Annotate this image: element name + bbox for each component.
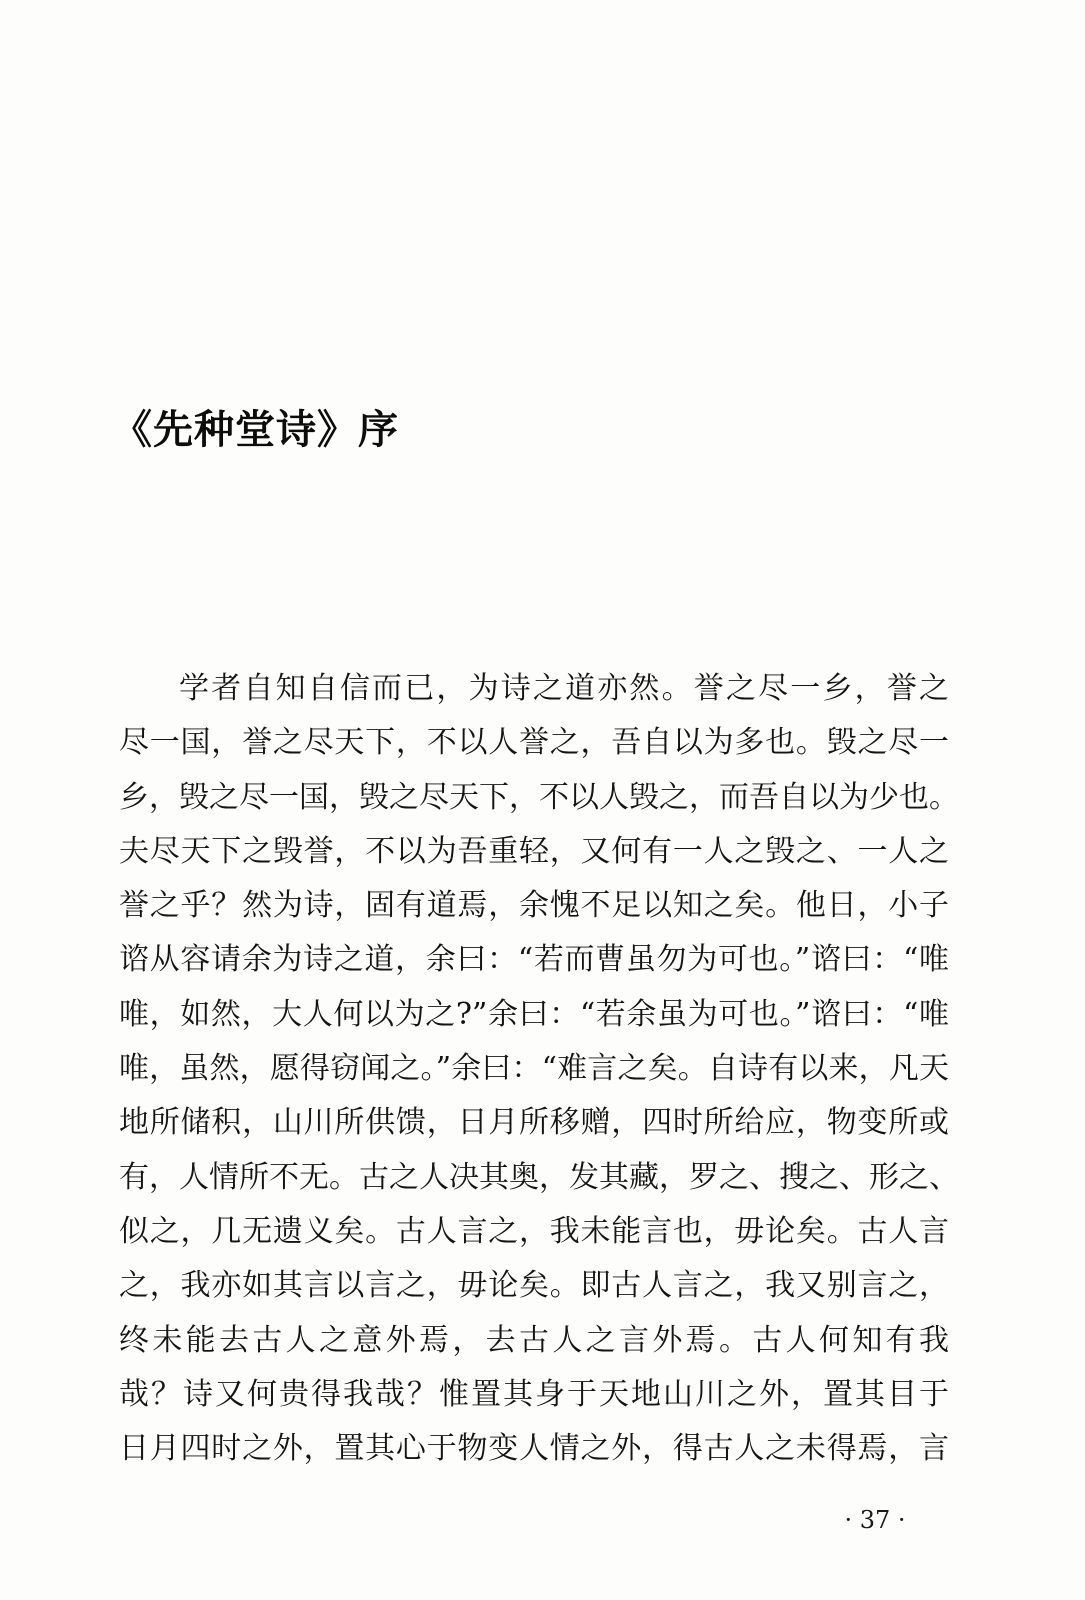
- text-line: 哉？诗又何贵得我哉？惟置其身于天地山川之外，置其目于: [119, 1376, 949, 1412]
- text-line: 尽一国，誉之尽天下，不以人誉之，吾自以为多也。毁之尽一: [119, 725, 949, 761]
- text-line: 日月四时之外，置其心于物变人情之外，得古人之未得焉，言: [119, 1431, 949, 1467]
- text-line: 学者自知自信而已，为诗之道亦然。誉之尽一乡，誉之: [179, 671, 949, 706]
- text-line: 唯，如然，大人何以为之?”余曰：“若余虽为可也。”谘曰：“唯: [119, 996, 949, 1032]
- text-line: 誉之乎？然为诗，固有道焉，余愧不足以知之矣。他日，小子: [119, 888, 949, 924]
- text-line: 唯，虽然，愿得窃闻之。”余曰：“难言之矣。自诗有以来，凡天: [119, 1051, 949, 1087]
- chapter-title: 《先种堂诗》序: [112, 407, 399, 453]
- page-number: · 37 ·: [844, 1506, 906, 1534]
- body-text: [119, 662, 959, 1476]
- text-line: 地所储积，山川所供馈，日月所移赠，四时所给应，物变所或: [119, 1105, 949, 1141]
- text-line: 夫尽天下之毁誉，不以为吾重轻，又何有一人之毁之、一人之: [119, 833, 949, 869]
- text-line: 谘从容请余为诗之道，余曰：“若而曹虽勿为可也。”谘曰：“唯: [119, 942, 949, 978]
- text-line: 似之，几无遗义矣。古人言之，我未能言也，毋论矣。古人言: [119, 1213, 949, 1249]
- text-line: 之，我亦如其言以言之，毋论矣。即古人言之，我又别言之，: [119, 1268, 949, 1304]
- text-line: 乡，毁之尽一国，毁之尽天下，不以人毁之，而吾自以为少也。: [119, 779, 959, 815]
- text-line: 终未能去古人之意外焉，去古人之言外焉。古人何知有我: [119, 1322, 949, 1358]
- text-line: 有，人情所不无。古之人决其奥，发其藏，罗之、搜之、形之、: [119, 1159, 959, 1195]
